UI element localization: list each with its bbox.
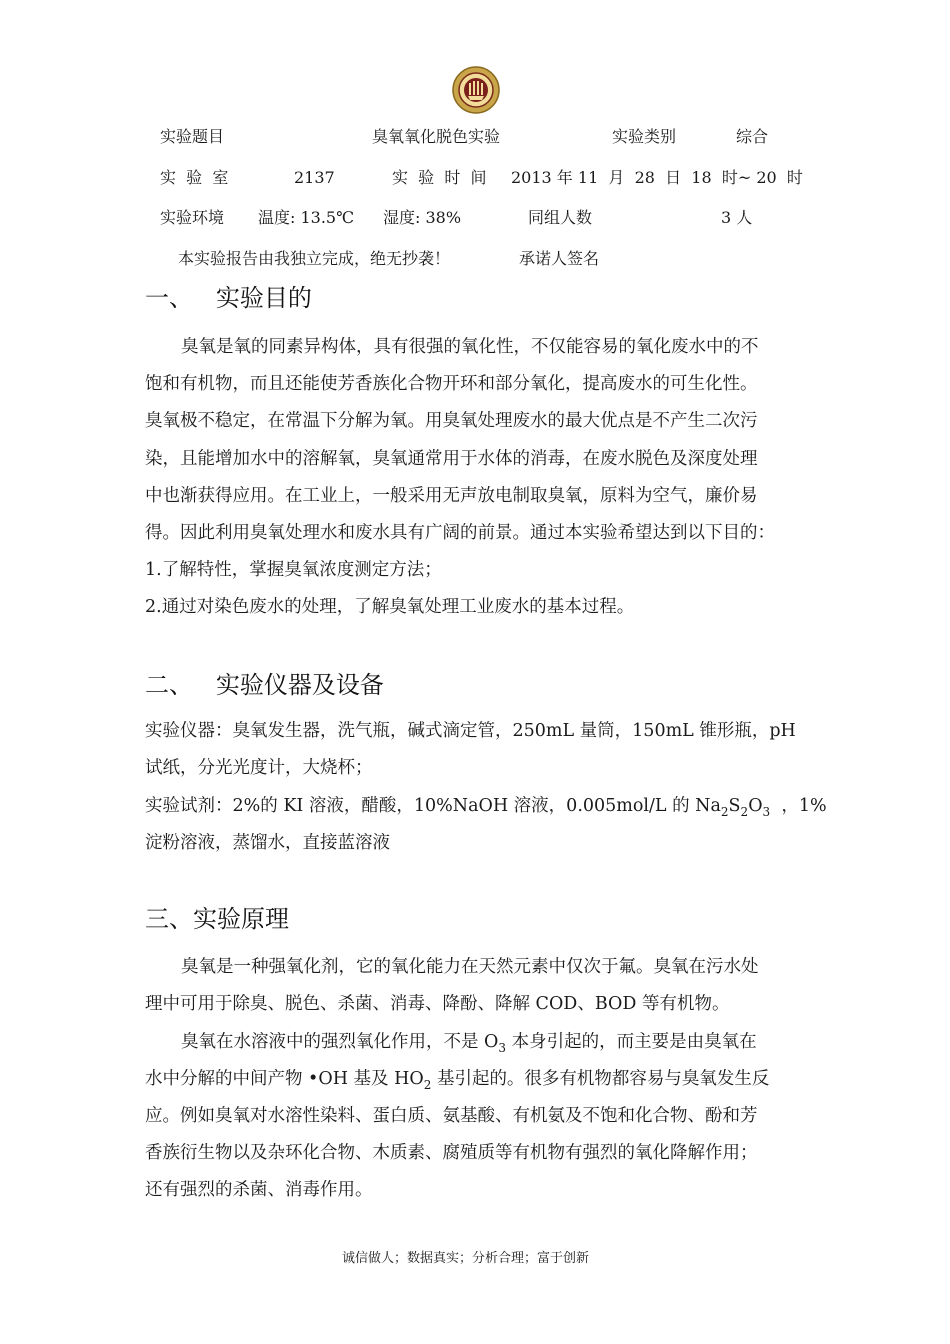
reagents-line-1 [145, 796, 827, 819]
purpose-line-1: 臭氧是氧的同素异构体，具有很强的氧化性，不仅能容易的氧化废水中的不 [181, 337, 759, 357]
reagents-text-b: ，1% [770, 796, 827, 816]
section-heading-purpose: 一、 实验目的 [145, 284, 312, 312]
principle-p2-line-5: 还有强烈的杀菌、消毒作用。 [145, 1180, 373, 1200]
topic-label: 实验题目 [160, 127, 225, 146]
type-label: 实验类别 [612, 127, 677, 146]
reagents-o: O [748, 796, 763, 816]
principle-p1-line-2: 理中可用于除臭、脱色、杀菌、消毒、降酚、降解 COD、BOD 等有机物。 [145, 994, 730, 1014]
principle-p2-line-1 [181, 1032, 757, 1055]
purpose-line-2: 饱和有机物，而且还能使芳香族化合物开环和部分氧化，提高废水的可生化性。 [145, 374, 758, 394]
purpose-line-4: 染，且能增加水中的溶解氧，臭氧通常用于水体的消毒，在废水脱色及深度处理 [145, 449, 758, 469]
principle-p2-line-1-b: 本身引起的，而主要是由臭氧在 [506, 1032, 757, 1052]
instruments-line-2: 试纸，分光光度计，大烧杯； [145, 758, 373, 778]
purpose-line-6: 得。因此利用臭氧处理水和废水具有广阔的前景。通过本实验希望达到以下目的： [145, 523, 775, 543]
principle-p2-line-2-b: 基引起的。很多有机物都容易与臭氧发生反 [431, 1069, 770, 1089]
purpose-item-2: 2.通过对染色废水的处理，了解臭氧处理工业废水的基本过程。 [145, 597, 635, 617]
principle-p2-line-2 [145, 1069, 770, 1092]
principle-p2-line-2-a: 水中分解的中间产物 •OH 基及 HO [145, 1069, 424, 1089]
principle-p2-line-3: 应。例如臭氧对水溶性染料、蛋白质、氨基酸、有机氨及不饱和化合物、酚和芳 [145, 1106, 758, 1126]
ho2-subscript: 2 [423, 1078, 432, 1092]
group-label: 同组人数 [528, 208, 593, 227]
purpose-line-3: 臭氧极不稳定，在常温下分解为氧。用臭氧处理废水的最大优点是不产生二次污 [145, 411, 758, 431]
room-value: 2137 [294, 168, 335, 187]
principle-p1-line-1: 臭氧是一种强氧化剂，它的氧化能力在天然元素中仅次于氟。臭氧在污水处 [181, 957, 759, 977]
reagents-line-2: 淀粉溶液，蒸馏水，直接蓝溶液 [145, 833, 390, 853]
time-value: 2013 年 11 月 28 日 18 时~ 20 时 [511, 168, 803, 187]
humidity-value: 湿度: 38% [383, 208, 462, 227]
ozone-subscript: 3 [498, 1041, 507, 1055]
purpose-line-5: 中也渐获得应用。在工业上，一般采用无声放电制取臭氧，原料为空气，廉价易 [145, 486, 758, 506]
group-value: 3 人 [721, 208, 753, 227]
section-heading-equipment: 二、 实验仪器及设备 [145, 671, 384, 699]
footer-motto: 诚信做人；数据真实；分析合理；富于创新 [342, 1251, 590, 1266]
reagents-s: S [728, 796, 741, 816]
pledge-text: 本实验报告由我独立完成，绝无抄袭！ [178, 249, 451, 268]
purpose-item-1: 1.了解特性，掌握臭氧浓度测定方法； [145, 560, 442, 580]
signature-label: 承诺人签名 [519, 249, 600, 268]
room-label: 实 验 室 [160, 168, 229, 187]
section-heading-principle: 三、实验原理 [145, 905, 289, 933]
university-emblem-icon [452, 66, 500, 114]
reagents-text-a: 实验试剂：2%的 KI 溶液，醋酸，10%NaOH 溶液，0.005mol/L 的 Na [145, 796, 721, 816]
principle-p2-line-1-a: 臭氧在水溶液中的强烈氧化作用，不是 O [181, 1032, 499, 1052]
temperature-value: 温度: 13.5℃ [258, 208, 355, 227]
reagents-sub-2: 2 [740, 805, 749, 819]
time-label: 实 验 时 间 [392, 168, 487, 187]
type-value: 综合 [736, 127, 769, 146]
reagents-sub-1: 2 [720, 805, 729, 819]
instruments-line-1: 实验仪器：臭氧发生器，洗气瓶，碱式滴定管，250mL 量筒，150mL 锥形瓶，pH [145, 721, 796, 741]
topic-value: 臭氧氧化脱色实验 [372, 127, 501, 146]
reagents-sub-3: 3 [762, 805, 771, 819]
env-label: 实验环境 [160, 208, 225, 227]
principle-p2-line-4: 香族衍生物以及杂环化合物、木质素、腐殖质等有机物有强烈的氧化降解作用； [145, 1143, 758, 1163]
